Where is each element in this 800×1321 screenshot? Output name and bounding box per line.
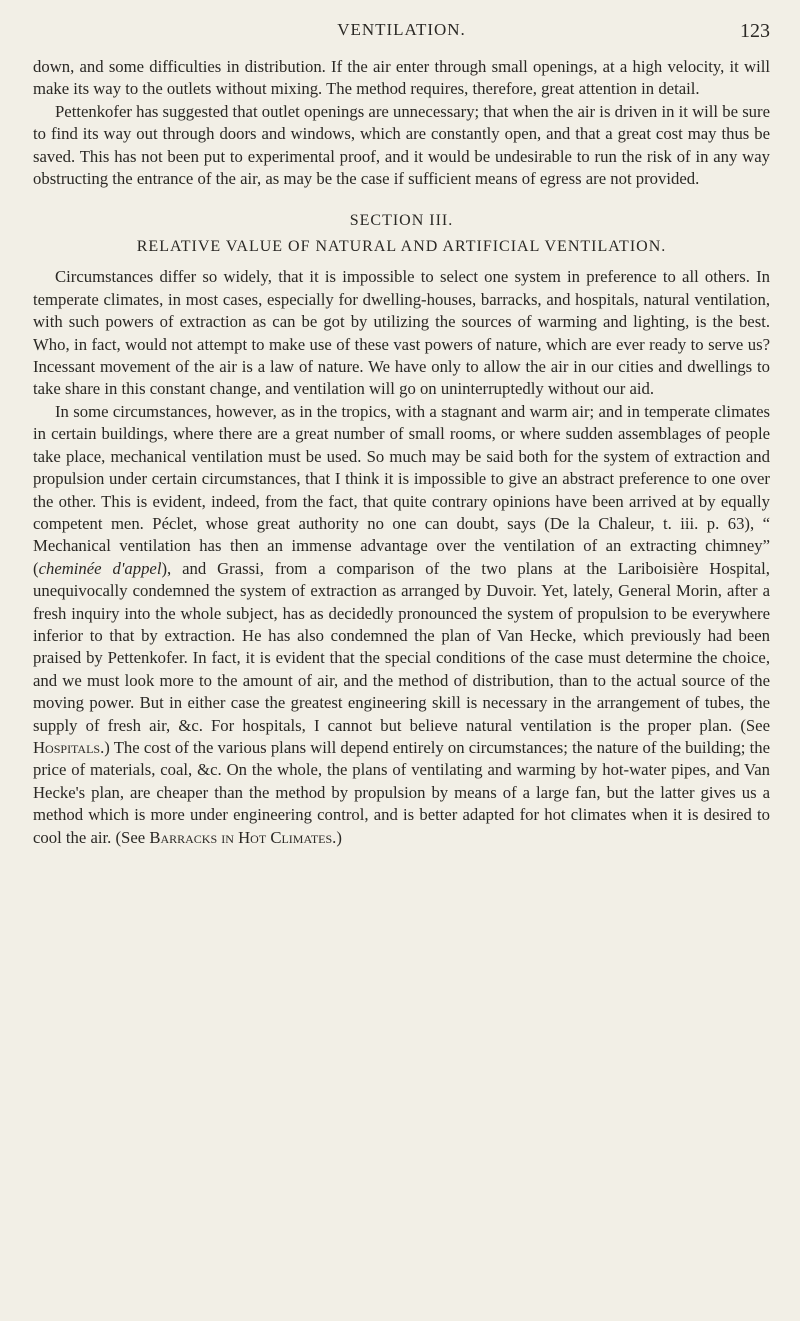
section-heading: SECTION III. xyxy=(349,212,454,230)
italic-term: cheminée d'appel xyxy=(38,558,162,578)
text-run: .) xyxy=(332,827,342,847)
section-title: RELATIVE VALUE OF NATURAL AND ARTIFICIAL VENTILATION. xyxy=(136,238,667,256)
cross-reference-hospitals: Hospitals xyxy=(33,737,101,757)
text-run: In some circumstances, however, as in the tropics, with a stagnant and warm air; and in temperate climates in certain buildings, where there are a great number of small rooms, or where sudden assemblages of people take place, mechanical ventilation must be used. So much may be said both for the system of extraction and propulsion under certain circumstances, that I think it is impossible to give an abstract preference to one over the other. This is evident, indeed, from the fact, that quite contrary opinions have been arrived at by equally competent men. Péclet, whose great authority no one can doubt, says (De la Chaleur, t. iii. p. 63), “ Mechanical ventilation has then an immense advantage over the ventilation of an extracting chimney” ( xyxy=(33,401,770,578)
page-number: 123 xyxy=(740,20,770,42)
paragraph-pettenkofer: Pettenkofer has suggested that outlet openings are unnecessary; that when the air is driven in it will be sure to find its way out through doors and windows, which are constantly open, and that a great cost may thus be saved. This has not been put to experimental proof, and it would be undesirable to run the risk of in any way obstructing the entrance of the air, as may be the case if sufficient means of egress are not provided. xyxy=(33,101,770,189)
text-run: .) The cost of the various plans will depend entirely on circumstances; the nature of the building; the price of materials, coal, &c. On the whole, the plans of ventilating and warming by hot-water pipes, and Van Hecke's plan, are cheaper than the method by propulsion by means of a large fan, but the latter gives us a method which is more under engineering control, and is better adapted for hot climates when it is desired to cool the air. (See xyxy=(33,737,770,847)
page-body xyxy=(33,56,770,849)
paragraph-mechanical-ventilation xyxy=(33,401,770,849)
paragraph-circumstances: Circumstances differ so widely, that it is impossible to select one system in preference to all others. In temperate climates, in most cases, especially for dwelling-houses, barracks, and hospitals, natural ventilation, with such powers of extraction as can be got by utilizing the sources of warming and lighting, is the best. Who, in fact, would not attempt to make use of these vast powers of nature, which are ever ready to serve us? Incessant movement of the air is a law of nature. We have only to allow the air in our cities and dwellings to take share in this constant change, and ventilation will go on uninterruptedly without our aid. xyxy=(33,267,770,399)
paragraph-continuation: down, and some difficulties in distribution. If the air enter through small openings, at a high velocity, it will make its way to the outlets without mixing. The method requires, therefore, great attention in detail. xyxy=(33,57,770,99)
running-title: VENTILATION. xyxy=(337,20,466,39)
running-head xyxy=(33,20,770,44)
cross-reference-barracks: Barracks in Hot Climates xyxy=(149,827,333,847)
text-run: ), and Grassi, from a comparison of the two plans at the Lariboisière Hospital, unequivocally condemned the system of extraction as arranged by Duvoir. Yet, lately, General Morin, after a fresh inquiry into the whole subject, has as decidedly pronounced the system of propulsion to be everywhere inferior to that by extraction. He has also condemned the plan of Van Hecke, which previously had been praised by Pettenkofer. In fact, it is evident that the special conditions of the case must determine the choice, and we must look more to the amount of air, and the method of distribution, than to the actual source of the moving power. But in either case the greatest engineering skill is necessary in the arrangement of tubes, the supply of fresh air, &c. For hospitals, I cannot but believe natural ventilation is the proper plan. (See xyxy=(33,558,770,735)
